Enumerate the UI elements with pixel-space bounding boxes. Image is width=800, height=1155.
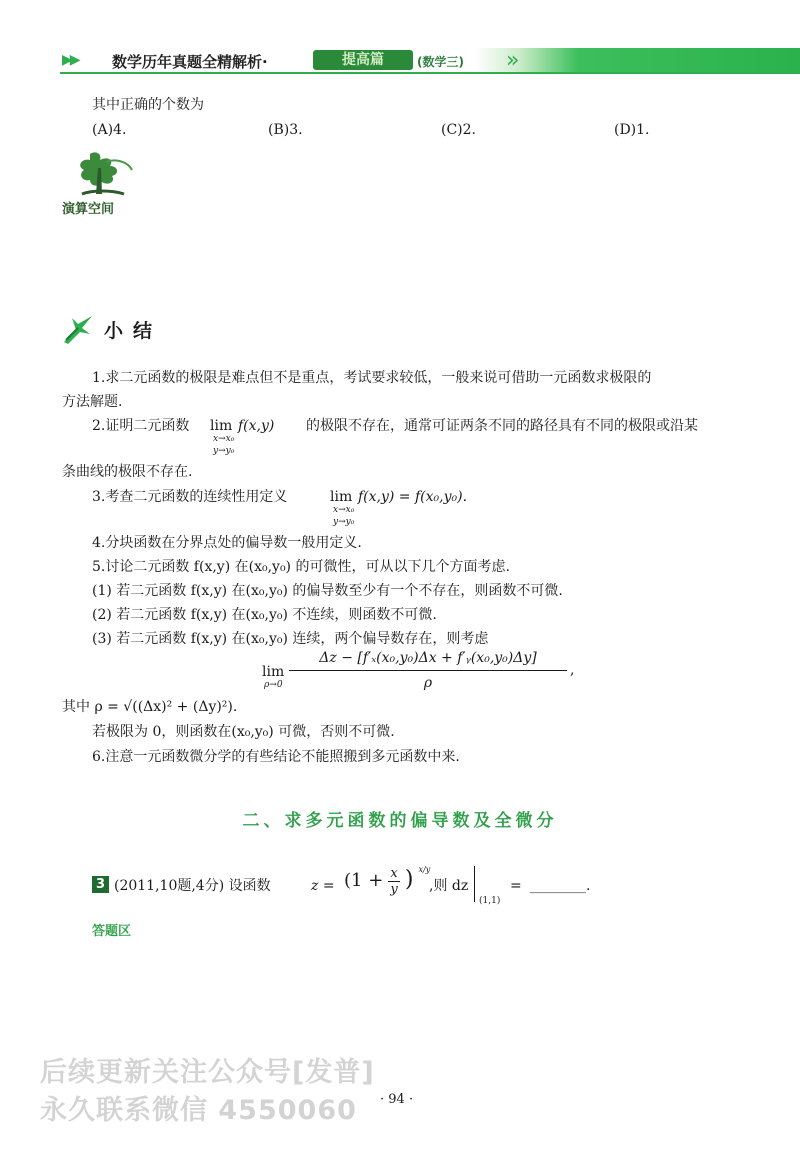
evaluation-bar bbox=[474, 866, 475, 902]
question-equals: = bbox=[510, 878, 522, 894]
question-number-badge: 3 bbox=[92, 876, 109, 893]
paren-close: ) bbox=[404, 867, 414, 892]
workspace-label: 演算空间 bbox=[62, 202, 115, 217]
question-expression bbox=[344, 866, 430, 897]
limit-subscript-x: x→x₀ bbox=[213, 434, 235, 444]
summary-item-1: 1.求二元函数的极限是难点但不是重点，考试要求较低，一般来说可借助一元函数求极限的 bbox=[92, 370, 652, 386]
formula-lim: lim bbox=[262, 664, 285, 680]
option-b: (B)3. bbox=[268, 122, 303, 138]
summary-item-4: 4.分块函数在分界点处的偏导数一般用定义. bbox=[92, 535, 362, 551]
limit-subscript-y: y→y₀ bbox=[213, 446, 235, 456]
power-exponent: x/y bbox=[418, 864, 431, 874]
formula-fraction-bar bbox=[289, 670, 567, 671]
summary-item-5-conclusion: 若极限为 0，则函数在(x₀,y₀) 可微，否则不可微. bbox=[92, 724, 395, 740]
summary-item-2-cont: 条曲线的极限不存在. bbox=[62, 464, 193, 480]
page-number: · 94 · bbox=[380, 1092, 414, 1107]
summary-item-2: 2.证明二元函数 bbox=[92, 418, 190, 434]
summary-item-5-1: (1) 若二元函数 f(x,y) 在(x₀,y₀) 的偏导数至少有一个不存在，则函数不可微. bbox=[92, 583, 563, 599]
header-rule bbox=[60, 72, 800, 74]
formula-comma: , bbox=[570, 662, 575, 678]
limit-subscript-x-2: x→x₀ bbox=[333, 505, 355, 515]
book-title: 数学历年真题全精解析· bbox=[112, 53, 268, 71]
paren-open: (1 + bbox=[344, 870, 384, 891]
question-prompt: 其中正确的个数为 bbox=[92, 97, 204, 113]
page-header bbox=[60, 48, 800, 74]
watermark-line-1: 后续更新关注公众号[发普] bbox=[40, 1057, 375, 1088]
question-dz: ,则 dz bbox=[429, 878, 469, 894]
formula-denominator: ρ bbox=[423, 675, 433, 691]
summary-item-3: 3.考查二元函数的连续性用定义 bbox=[92, 489, 288, 505]
option-c: (C)2. bbox=[441, 122, 476, 138]
summary-icon bbox=[62, 314, 96, 346]
workspace-logo bbox=[62, 148, 142, 216]
fraction-numerator: x bbox=[388, 866, 399, 882]
formula-lim-subscript: ρ→0 bbox=[264, 680, 283, 690]
fraction-denominator: y bbox=[390, 882, 398, 897]
rho-definition: 其中 ρ = √((Δx)² + (Δy)²). bbox=[62, 699, 238, 715]
double-arrow-icon: ▶▶ bbox=[62, 52, 78, 68]
summary-item-5-2: (2) 若二元函数 f(x,y) 在(x₀,y₀) 不连续，则函数不可微. bbox=[92, 607, 437, 623]
watermark-line-2: 永久联系微信 4550060 bbox=[40, 1095, 357, 1126]
evaluation-point: (1,1) bbox=[479, 896, 501, 906]
summary-item-6: 6.注意一元函数微分学的有些结论不能照搬到多元函数中来. bbox=[92, 749, 460, 765]
x-over-y-fraction bbox=[388, 866, 399, 897]
summary-item-5-3: (3) 若二元函数 f(x,y) 在(x₀,y₀) 连续，两个偏导数存在，则考虑 bbox=[92, 631, 489, 647]
section-heading: 二、求多元函数的偏导数及全微分 bbox=[242, 811, 558, 831]
limit-symbol-2: lim bbox=[330, 489, 353, 505]
summary-item-1-cont: 方法解题. bbox=[62, 394, 123, 410]
option-a: (A)4. bbox=[92, 122, 127, 138]
function-expression: f(x,y) bbox=[238, 418, 275, 434]
tree-ink-icon bbox=[62, 148, 142, 200]
answer-blank: ________. bbox=[530, 878, 591, 894]
question-z-equals: z = bbox=[311, 878, 335, 894]
option-d: (D)1. bbox=[614, 122, 650, 138]
question-source: (2011,10题,4分) 设函数 bbox=[114, 878, 271, 894]
limit-subscript-y-2: y→y₀ bbox=[333, 517, 355, 527]
continuity-expression: f(x,y) = f(x₀,y₀). bbox=[358, 489, 468, 505]
limit-symbol: lim bbox=[210, 418, 233, 434]
summary-item-2-body: 的极限不存在，通常可证两条不同的路径具有不同的极限或沿某 bbox=[306, 418, 698, 434]
summary-item-5: 5.讨论二元函数 f(x,y) 在(x₀,y₀) 的可微性，可从以下几个方面考虑. bbox=[92, 559, 510, 575]
summary-title: 小结 bbox=[104, 320, 163, 342]
chevron-right-icon: » bbox=[506, 48, 514, 73]
book-subtitle: (数学三) bbox=[417, 55, 464, 69]
formula-numerator: Δz − [f′ₓ(x₀,y₀)Δx + f′ᵧ(x₀,y₀)Δy] bbox=[319, 650, 537, 666]
answer-area-label: 答题区 bbox=[92, 924, 132, 939]
level-badge: 提高篇 bbox=[313, 50, 413, 70]
